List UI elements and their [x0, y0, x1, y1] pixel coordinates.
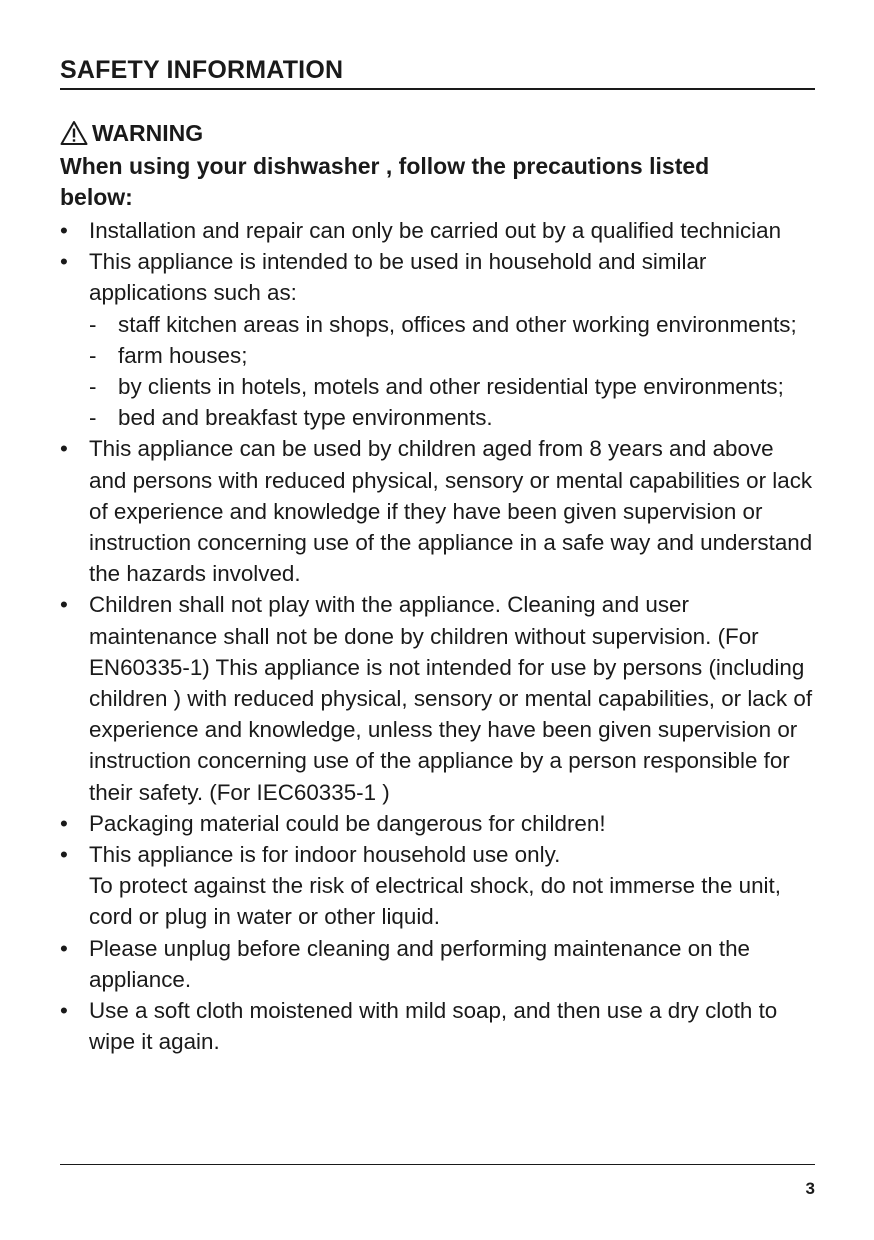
bullet-mark: • — [60, 436, 68, 462]
warning-triangle-icon — [60, 120, 88, 146]
bullet-mark: • — [60, 592, 68, 618]
list-item — [60, 433, 815, 589]
list-item — [60, 995, 815, 1057]
sub-list-item — [60, 371, 815, 402]
dash-mark: - — [89, 374, 97, 400]
warning-label: WARNING — [92, 120, 204, 146]
dash-mark: - — [89, 311, 97, 337]
list-item — [60, 246, 815, 308]
sub-list-item — [60, 309, 815, 340]
precautions-list — [60, 215, 815, 1057]
sub-list-item-text: farm houses; — [118, 342, 248, 368]
bullet-mark: • — [60, 218, 68, 243]
sub-list-item — [60, 340, 815, 371]
list-item-text: Please unplug before cleaning and performing maintenance on the appliance. — [89, 935, 750, 992]
list-item-text: Use a soft cloth moistened with mild soap, and then use a dry cloth to wipe it again. — [89, 998, 778, 1055]
bullet-mark: • — [60, 935, 68, 961]
page-title: SAFETY INFORMATION — [60, 52, 815, 90]
dash-mark: - — [89, 342, 97, 368]
page-number: 3 — [805, 1179, 815, 1198]
list-item — [60, 933, 815, 995]
sub-list-item — [60, 402, 815, 433]
list-item — [60, 589, 815, 807]
list-item — [60, 808, 815, 839]
list-item — [60, 215, 815, 246]
warning-heading — [60, 116, 203, 150]
sub-list-item-text: staff kitchen areas in shops, offices and other working environments; — [118, 311, 797, 337]
list-item-text: This appliance is intended to be used in household and similar applications such as: — [89, 249, 707, 306]
list-item-text: This appliance can be used by children aged from 8 years and above and persons with reduced physical, sensory or mental capabilities or lack of experience and knowledge if they have been given supervision or instruction concerning use of the appliance in a safe way and understand the hazards involved. — [89, 436, 813, 587]
bullet-mark: • — [60, 998, 68, 1024]
bullet-mark: • — [60, 810, 68, 836]
bullet-mark: • — [60, 842, 68, 868]
sub-list-item-text: by clients in hotels, motels and other residential type environments; — [118, 374, 784, 400]
sub-list-item-text: bed and breakfast type environments. — [118, 405, 493, 431]
list-item-continuation: To protect against the risk of electrical shock, do not immerse the unit, cord or plug in water or other liquid. — [89, 873, 781, 930]
list-item-text: Children shall not play with the appliance. Cleaning and user maintenance shall not be done by children without supervision. (For EN60335-1) This appliance is not intended for use by persons (including children ) with reduced physical, sensory or mental capabilities, or lack of experience and knowledge, unless they have been given supervision or instruction concerning use of the appliance by a person responsible for their safety. (For IEC60335-1 ) — [89, 592, 813, 805]
footer-divider — [60, 1164, 815, 1165]
warning-intro: When using your dishwasher , follow the precautions listed below: — [60, 153, 710, 210]
bullet-mark: • — [60, 249, 68, 275]
list-item-text: Packaging material could be dangerous for children! — [89, 810, 606, 836]
list-item-text: This appliance is for indoor household use only. — [89, 842, 561, 868]
list-item — [60, 839, 815, 870]
list-item-text: Installation and repair can only be carried out by a qualified technician — [89, 218, 782, 243]
dash-mark: - — [89, 405, 97, 431]
